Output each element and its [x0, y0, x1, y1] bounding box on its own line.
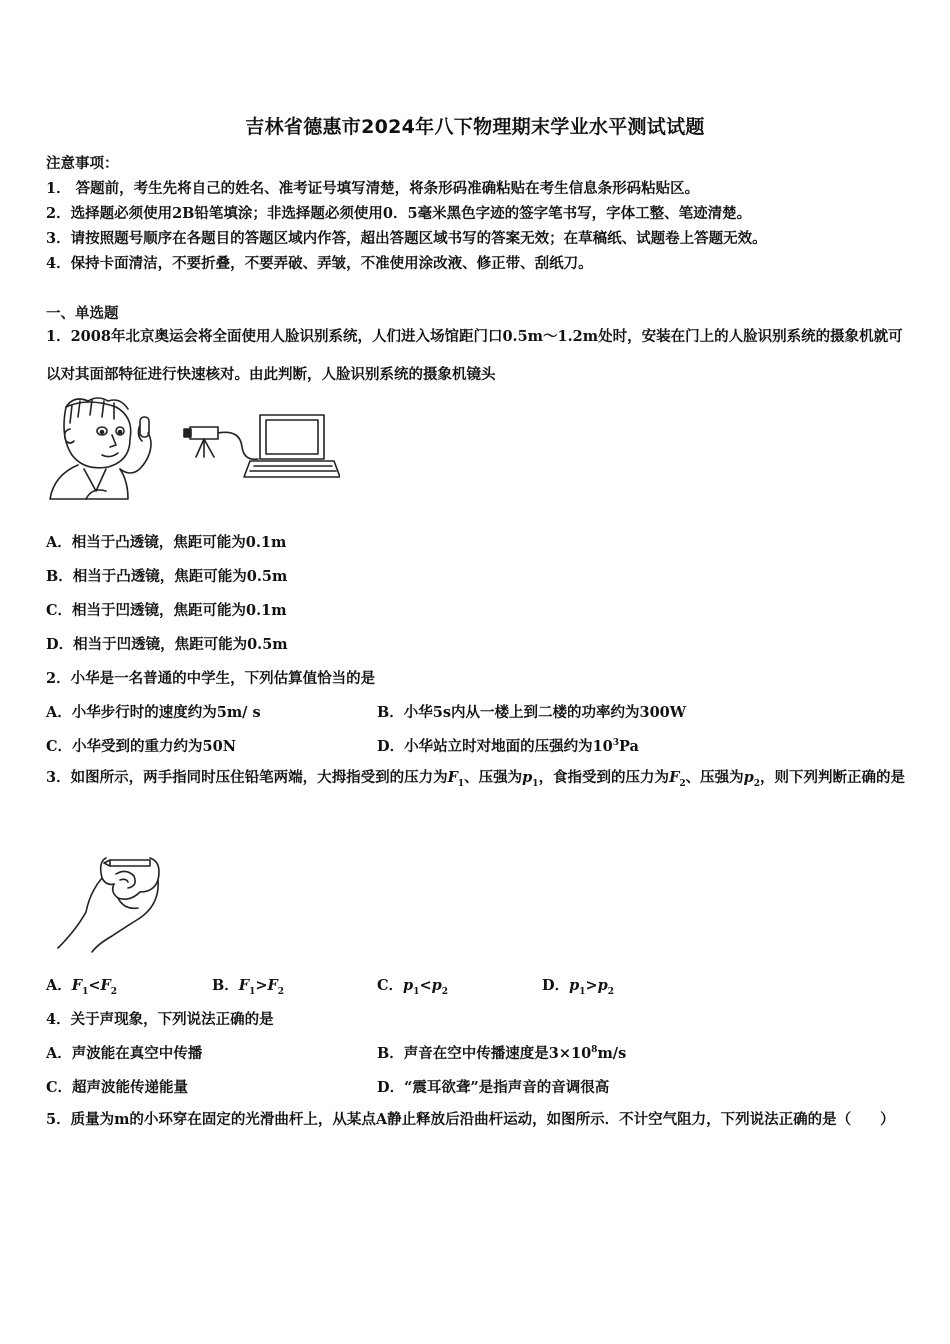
q3-option-a: A．$F_1<F_2$ [46, 977, 118, 997]
note-item: 2．选择题必须使用2B铅笔填涂；非选择题必须使用0．5毫米黑色字迹的签字笔书写，字体工整、笔迹清楚。 [46, 205, 752, 222]
q2-option-a: A．小华步行时的速度约为5m/ s [46, 704, 261, 721]
q1-option-a: A．相当于凸透镜，焦距可能为0.1m [46, 534, 287, 551]
note-item: 4．保持卡面清洁，不要折叠，不要弄破、弄皱，不准使用涂改液、修正带、刮纸刀。 [46, 255, 593, 272]
q1-option-d: D．相当于凹透镜，焦距可能为0.5m [46, 636, 288, 653]
note-item: 3．请按照题号顺序在各题目的答题区域内作答，超出答题区域书写的答案无效；在草稿纸、试题卷上答题无效。 [46, 230, 767, 247]
pencil-fingers-figure [54, 852, 166, 954]
q2-option-b: B．小华5s内从一楼上到二楼的功率约为300W [377, 704, 687, 721]
q1-option-c: C．相当于凹透镜，焦距可能为0.1m [46, 602, 287, 619]
q3-option-d: D．$p_1>p_2$ [542, 977, 615, 997]
notes-heading: 注意事项： [46, 155, 119, 172]
question-1-stem: 1．2008年北京奥运会将全面使用人脸识别系统，人们进入场馆距门口0.5m～1.2m处时，安装在门上的人脸识别系统的摄象机就可以对其面部特征进行快速核对。由此判断，人脸识别系统的摄象机镜头 [46, 328, 903, 383]
q2-option-c: C．小华受到的重力约为50N [46, 738, 236, 755]
question-3-stem: 3．如图所示，两手指同时压住铅笔两端，大拇指受到的压力为$F_1$、压强为$p_1$，食指受到的压力为$F_2$、压强为$p_2$，则下列判断正确的是 [46, 769, 906, 789]
page-title: 吉林省德惠市2024年八下物理期末学业水平测试试题 [245, 116, 705, 138]
q3-option-c: C．$p_1<p_2$ [377, 977, 449, 997]
question-5-stem: 5．质量为m的小环穿在固定的光滑曲杆上，从某点A静止释放后沿曲杆运动，如图所示．不计空气阻力，下列说法正确的是（ ） [46, 1111, 895, 1128]
face-recognition-figure [44, 395, 340, 505]
q4-option-d: D．“震耳欲聋”是指声音的音调很高 [377, 1079, 610, 1096]
q2-option-d: D．小华站立时对地面的压强约为$10^3Pa$ [377, 738, 639, 755]
q4-option-a: A．声波能在真空中传播 [46, 1045, 203, 1062]
note-item: 1． 答题前，考生先将自己的姓名、准考证号填写清楚，将条形码准确粘贴在考生信息条形码粘贴区。 [46, 180, 700, 197]
q3-option-b: B．$F_1>F_2$ [212, 977, 285, 997]
q4-option-b: B．声音在空中传播速度是$3\times 10^8m/s$ [377, 1045, 627, 1062]
q4-option-c: C．超声波能传递能量 [46, 1079, 189, 1096]
question-2-stem: 2．小华是一名普通的中学生，下列估算值恰当的是 [46, 670, 376, 687]
section-heading: 一、单选题 [46, 305, 119, 322]
question-4-stem: 4．关于声现象，下列说法正确的是 [46, 1011, 274, 1028]
q1-option-b: B．相当于凸透镜，焦距可能为0.5m [46, 568, 288, 585]
